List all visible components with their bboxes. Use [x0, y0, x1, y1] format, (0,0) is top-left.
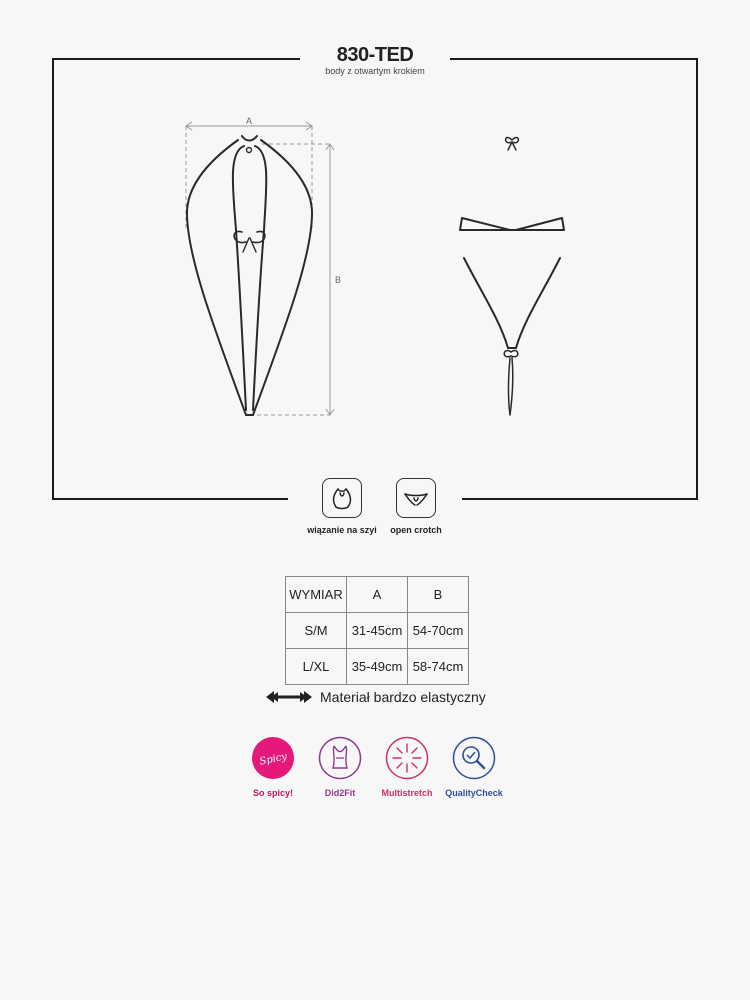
- feature-open-crotch-label: open crotch: [390, 525, 442, 535]
- size-table: [285, 576, 469, 685]
- size-cell: S/M: [286, 613, 347, 649]
- size-cell: 54-70cm: [408, 613, 469, 649]
- halter-neck-icon: [322, 478, 362, 518]
- dimension-b-label: B: [335, 275, 342, 285]
- badge-spicy: [240, 736, 306, 798]
- size-cell: 31-45cm: [347, 613, 408, 649]
- badge-did2fit: [307, 736, 373, 798]
- elastic-note: [266, 689, 486, 705]
- stretch-arrow-icon: [266, 690, 312, 704]
- badge-multistretch: [374, 736, 440, 798]
- dimension-a: [186, 122, 312, 230]
- feature-strip: [288, 472, 462, 542]
- size-cell: 35-49cm: [347, 649, 408, 685]
- size-table-header: [286, 577, 469, 613]
- header-cell: B: [408, 577, 469, 613]
- spicy-badge-icon: [251, 736, 295, 780]
- elastic-label: Materiał bardzo elastyczny: [320, 689, 486, 705]
- product-code: 830-TED: [336, 44, 414, 66]
- open-crotch-icon: [396, 478, 436, 518]
- dimension-b: [250, 144, 334, 415]
- badge-did2fit-label: Did2Fit: [324, 788, 356, 798]
- size-cell: L/XL: [286, 649, 347, 685]
- table-row: [286, 649, 469, 685]
- badge-multistretch-label: Multistretch: [381, 788, 433, 798]
- quality-check-icon: [452, 736, 496, 780]
- badge-qualitycheck-label: QualityCheck: [445, 788, 503, 798]
- multistretch-icon: [385, 736, 429, 780]
- size-cell: 58-74cm: [408, 649, 469, 685]
- garment-detail-view: [460, 137, 564, 415]
- product-description: body z otwartym krokiem: [325, 66, 425, 76]
- header-cell: A: [347, 577, 408, 613]
- badge-qualitycheck: [441, 736, 507, 798]
- table-row: [286, 613, 469, 649]
- feature-halter-label: wiązanie na szyi: [307, 525, 377, 535]
- header-cell: WYMIAR: [286, 577, 347, 613]
- badge-spicy-label: So spicy!: [252, 788, 293, 798]
- dress-fit-icon: [318, 736, 362, 780]
- badges-row: [240, 736, 510, 806]
- spicy-badge-text: Spicy: [258, 751, 289, 768]
- dimension-a-label: A: [245, 116, 253, 126]
- garment-front-view: [187, 136, 312, 415]
- feature-halter: [302, 478, 382, 535]
- feature-open-crotch: [376, 478, 456, 535]
